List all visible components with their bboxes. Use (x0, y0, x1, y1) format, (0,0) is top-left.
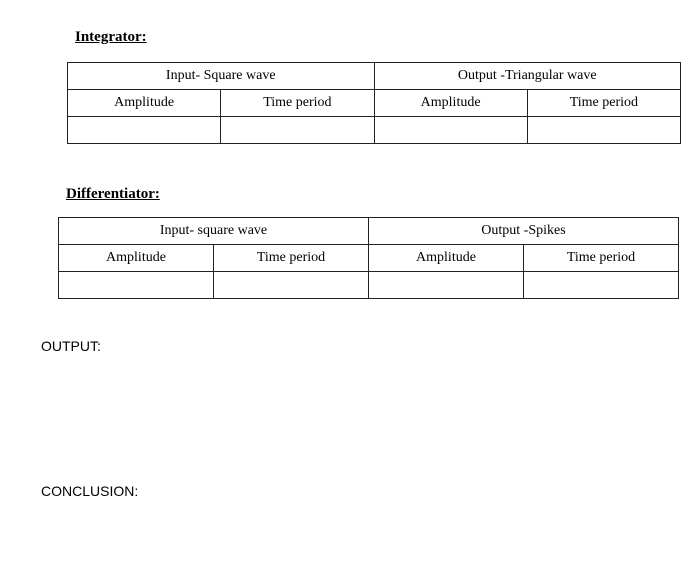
differentiator-table (58, 217, 679, 299)
table-cell[interactable] (68, 117, 221, 144)
column-header: Time period (524, 245, 679, 272)
table-cell[interactable] (221, 117, 374, 144)
integrator-table (67, 62, 681, 144)
column-header: Amplitude (59, 245, 214, 272)
table-column-row (59, 245, 679, 272)
integrator-output-header: Output -Triangular wave (374, 63, 681, 90)
differentiator-output-header: Output -Spikes (369, 218, 679, 245)
table-cell[interactable] (527, 117, 680, 144)
integrator-input-header: Input- Square wave (68, 63, 375, 90)
column-header: Time period (214, 245, 369, 272)
column-header: Amplitude (374, 90, 527, 117)
table-header-row (59, 218, 679, 245)
table-cell[interactable] (374, 117, 527, 144)
integrator-heading: Integrator: (75, 29, 147, 45)
table-cell[interactable] (214, 272, 369, 299)
column-header: Amplitude (369, 245, 524, 272)
differentiator-heading: Differentiator: (66, 186, 160, 202)
differentiator-input-header: Input- square wave (59, 218, 369, 245)
table-cell[interactable] (369, 272, 524, 299)
table-row (68, 117, 681, 144)
table-header-row (68, 63, 681, 90)
column-header: Amplitude (68, 90, 221, 117)
column-header: Time period (527, 90, 680, 117)
table-cell[interactable] (524, 272, 679, 299)
conclusion-section-label: CONCLUSION: (41, 483, 139, 499)
table-column-row (68, 90, 681, 117)
table-cell[interactable] (59, 272, 214, 299)
table-row (59, 272, 679, 299)
column-header: Time period (221, 90, 374, 117)
output-section-label: OUTPUT: (41, 338, 101, 354)
